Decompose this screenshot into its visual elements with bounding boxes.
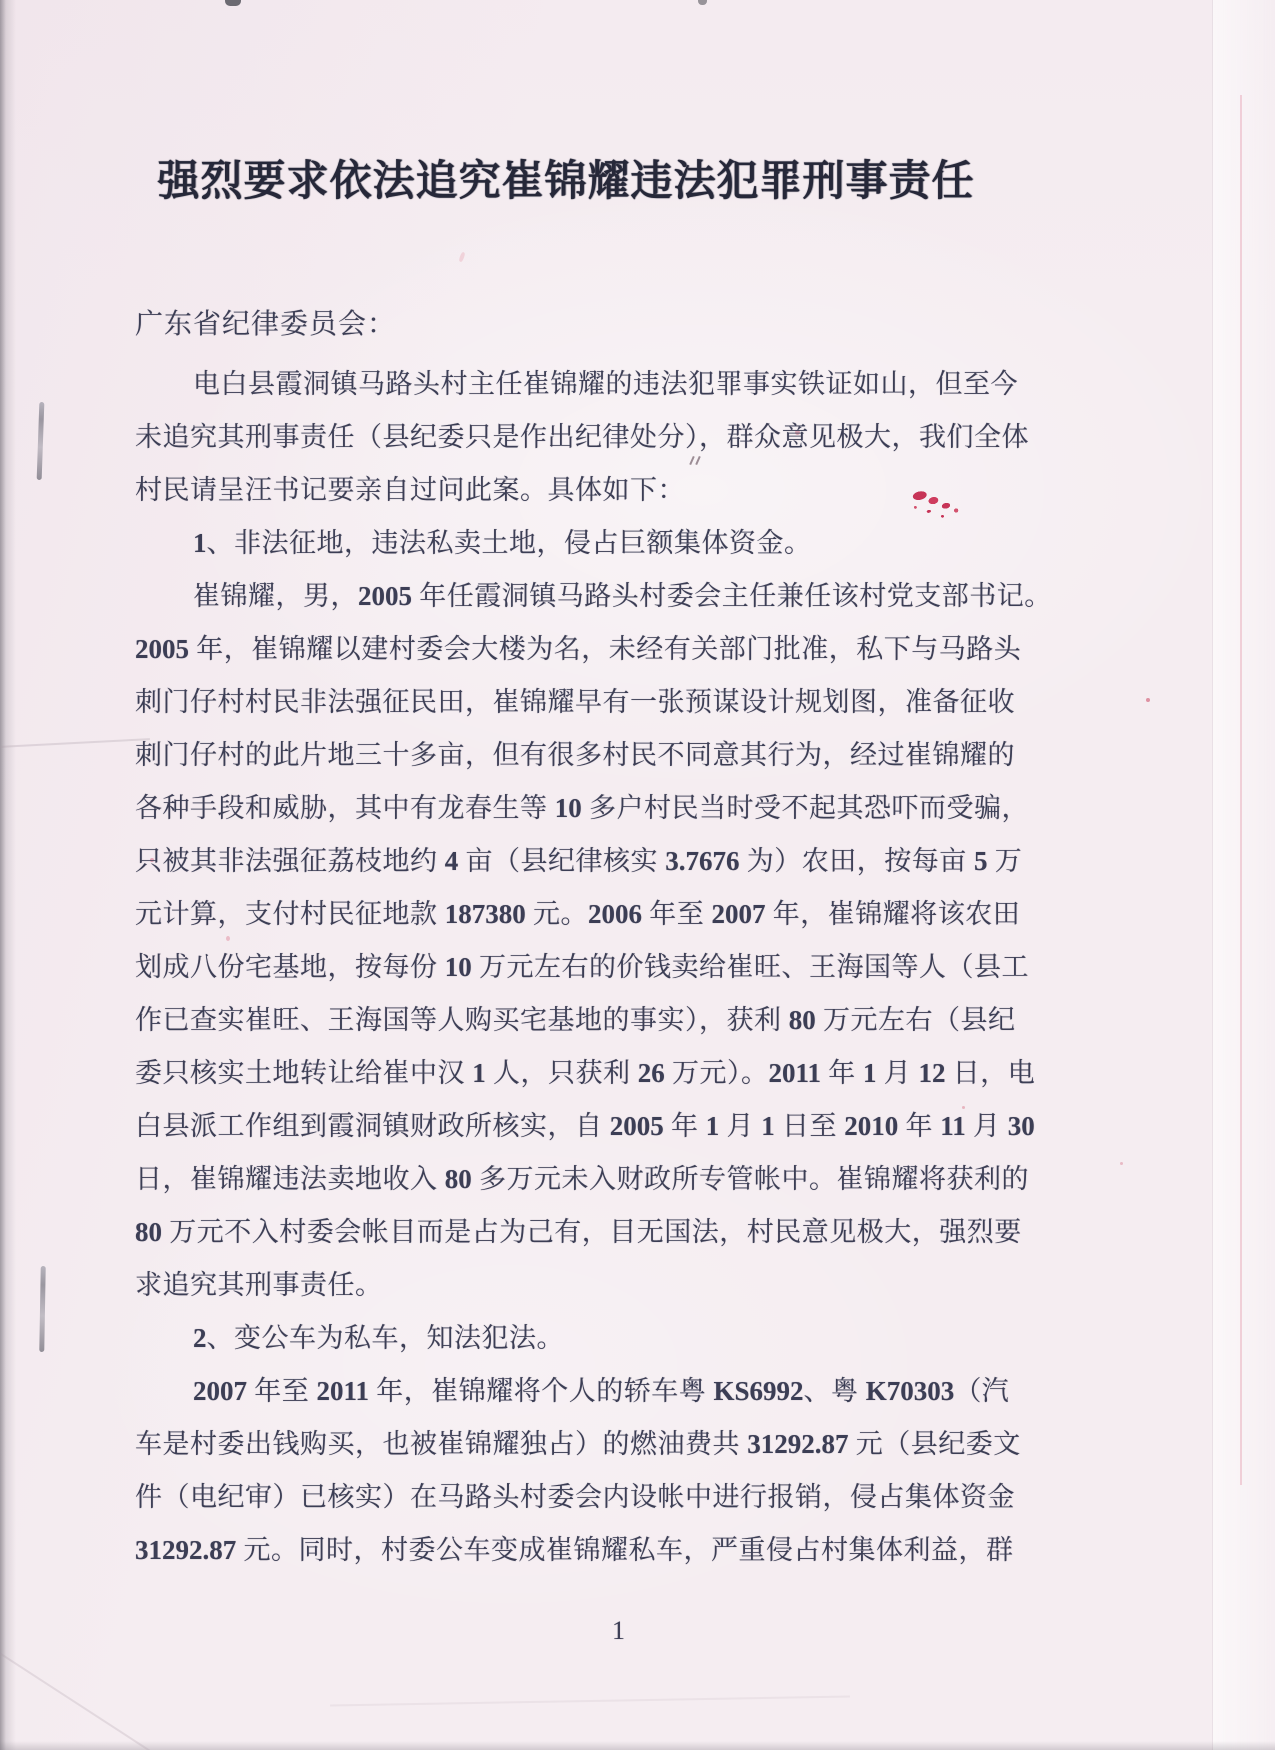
text-line: 电白县霞洞镇马路头村主任崔锦耀的违法犯罪事实铁证如山，但至今 [193,369,1018,399]
body-text-lines [135,358,1052,1577]
scan-edge-speck [698,0,707,5]
text-line: 刺门仔村村民非法强征民田，崔锦耀早有一张预谋设计规划图，准备征收 [135,687,1015,717]
red-ink-dot [1120,1162,1123,1165]
text-line: 件（电纪审）已核实）在马路头村委会内设帐中进行报销，侵占集体资金 [135,1482,1015,1512]
text-line: 2007 年至 2011 年，崔锦耀将个人的轿车粤 KS6992、粤 K70303（汽 [193,1376,1010,1406]
text-line: 车是村委出钱购买，也被崔锦耀独占）的燃油费共 31292.87 元（县纪委文 [135,1429,1021,1459]
text-line: 80 万元不入村委会帐目而是占为己有，目无国法，村民意见极大，强烈要 [135,1217,1022,1247]
text-line: 作已查实崔旺、王海国等人购买宅基地的事实），获利 80 万元左右（县纪 [135,1005,1016,1035]
red-ink-dot [1146,698,1150,702]
text-line: 日，崔锦耀违法卖地收入 80 多万元未入财政所专管帐中。崔锦耀将获利的 [135,1164,1029,1194]
scan-edge-speck [225,0,241,6]
text-line: 2、变公车为私车，知法犯法。 [193,1323,564,1353]
paper-bottom-edge [0,1741,1275,1750]
paper-crease [0,738,150,748]
text-line: 1、非法征地，违法私卖土地，侵占巨额集体资金。 [193,528,812,558]
text-line: 求追究其刑事责任。 [135,1270,383,1300]
staple-mark [37,402,45,480]
text-line: 元计算，支付村民征地款 187380 元。2006 年至 2007 年，崔锦耀将该农田 [135,899,1021,929]
text-line: 31292.87 元。同时，村委公车变成崔锦耀私车，严重侵占村集体利益，群 [135,1535,1014,1565]
text-line: 未追究其刑事责任（县纪委只是作出纪律处分），群众意见极大，我们全体 [135,422,1029,452]
text-line: 各种手段和威胁，其中有龙春生等 10 多户村民当时受不起其恐吓而受骗， [135,793,1029,823]
paper-fold-line [1240,95,1242,1485]
text-line: 崔锦耀，男，2005 年任霞洞镇马路头村委会主任兼任该村党支部书记。 [193,581,1052,611]
text-line: 刺门仔村的此片地三十多亩，但有很多村民不同意其行为，经过崔锦耀的 [135,740,1015,770]
text-line: 白县派工作组到霞洞镇财政所核实，自 2005 年 1 月 1 日至 2010 年 11 月 30 [135,1111,1035,1141]
text-line: 只被其非法强征荔枝地约 4 亩（县纪律核实 3.7676 为）农田，按每亩 5 万 [135,846,1023,876]
paper-crease [330,1695,850,1706]
text-line: 划成八份宅基地，按每份 10 万元左右的价钱卖给崔旺、王海国等人（县工 [135,952,1029,982]
page-number: 1 [612,1616,625,1645]
text-line: 2005 年，崔锦耀以建村委会大楼为名，未经有关部门批准，私下与马路头 [135,634,1022,664]
red-ink-dot [458,252,465,263]
document-title: 强烈要求依法追究崔锦耀违法犯罪刑事责任 [157,159,975,205]
text-line: 村民请呈汪书记要亲自过问此案。具体如下： [135,475,685,505]
paper-left-edge-shadow [0,0,16,1750]
salutation-line: 广东省纪律委员会： [135,309,397,340]
staple-mark [39,1266,46,1352]
paper-crease [0,1646,158,1750]
paper-right-edge [1212,0,1275,1750]
text-line: 委只核实土地转让给崔中汉 1 人，只获利 26 万元）。2011 年 1 月 12 日，电 [135,1058,1036,1088]
